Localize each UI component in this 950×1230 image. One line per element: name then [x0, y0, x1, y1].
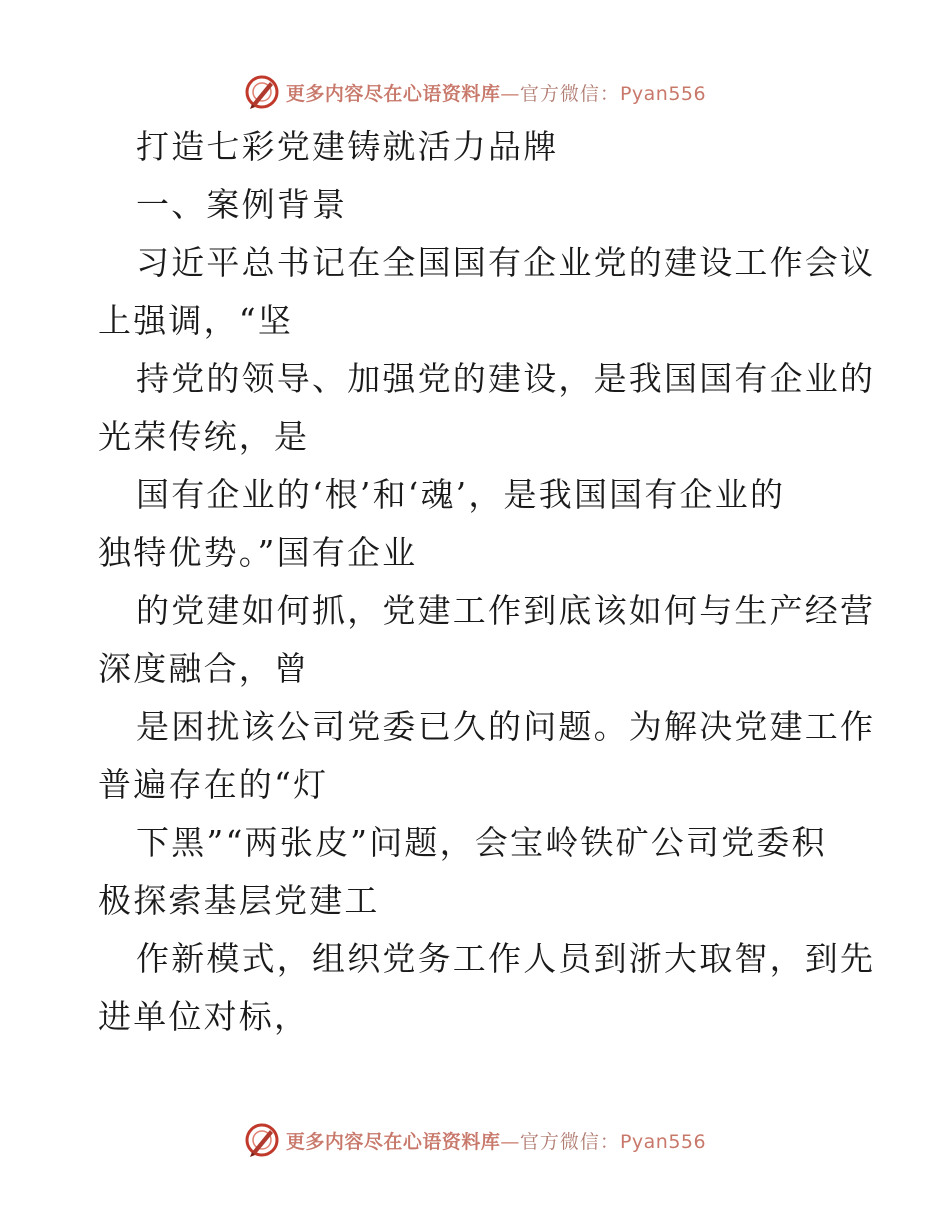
paragraph-line: 作新模式，组织党务工作人员到浙大取智，到先	[136, 939, 876, 978]
document-title: 打造七彩党建铸就活力品牌	[136, 127, 559, 166]
paragraph-line: 习近平总书记在全国国有企业党的建设工作会议	[136, 243, 876, 282]
paragraph-line: 独特优势。”国有企业	[98, 533, 418, 572]
pen-logo-icon	[244, 74, 280, 110]
paragraph-line: 深度融合，曾	[98, 649, 310, 688]
footer-watermark	[0, 1118, 950, 1162]
paragraph-line: 普遍存在的“灯	[98, 765, 329, 804]
paragraph-line: 上强调，“坚	[98, 301, 294, 340]
watermark-text: 更多内容尽在心语资料库—官方微信：Pyan556	[285, 82, 707, 105]
paragraph-line: 是困扰该公司党委已久的问题。为解决党建工作	[136, 707, 876, 746]
paragraph-line: 国有企业的‘根’和‘魂’，是我国国有企业的	[136, 475, 786, 514]
section-heading: 一、案例背景	[136, 185, 348, 224]
paragraph-line: 进单位对标，	[98, 997, 310, 1036]
header-watermark	[0, 70, 950, 114]
paragraph-line: 极探索基层党建工	[98, 881, 380, 920]
paragraph-line: 光荣传统，是	[98, 417, 310, 456]
paragraph-line: 持党的领导、加强党的建设，是我国国有企业的	[136, 359, 876, 398]
watermark-text: 更多内容尽在心语资料库—官方微信：Pyan556	[285, 1130, 707, 1153]
paragraph-line: 的党建如何抓，党建工作到底该如何与生产经营	[136, 591, 876, 630]
document-body	[98, 118, 876, 1046]
paragraph-line: 下黑”“两张皮”问题，会宝岭铁矿公司党委积	[136, 823, 827, 862]
pen-logo-icon	[244, 1122, 280, 1158]
